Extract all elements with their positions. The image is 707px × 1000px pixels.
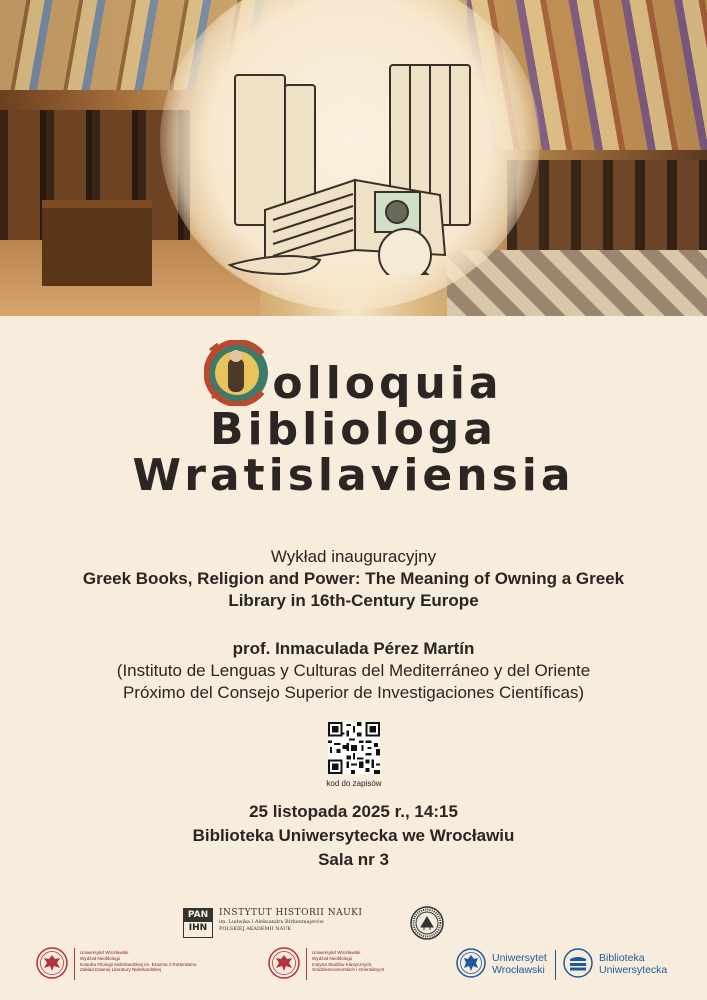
ihn-pan-logo <box>183 908 383 938</box>
ihn-mark-bottom: IHN <box>188 923 208 933</box>
uwr-eagle-icon <box>268 947 300 979</box>
lecture-label: Wykład inauguracyjny <box>270 547 437 566</box>
uwr-classical-studies-logo <box>268 946 438 984</box>
series-title <box>0 340 707 499</box>
university-library-logo <box>563 946 683 982</box>
uwr-a-line-2: Wydział Neofilologii <box>80 955 120 961</box>
uwr-blue-text <box>492 952 547 976</box>
ihn-name: INSTYTUT HISTORII NAUKI <box>219 908 363 918</box>
bu-line-1: Biblioteka <box>599 952 645 964</box>
ihn-sub1: im. Ludwika i Aleksandra Birkenmajerów <box>219 919 324 925</box>
hero-bookshelves-right <box>507 160 707 250</box>
event-details <box>20 800 687 872</box>
ihn-sub2: POLSKIEJ AKADEMII NAUK <box>219 926 292 932</box>
title-line-1 <box>0 340 707 407</box>
event-room: Sala nr 3 <box>318 850 389 869</box>
qr-code-icon[interactable] <box>328 722 380 774</box>
library-engraving-icon <box>225 60 485 275</box>
title-line-2: Bibliologa <box>209 404 497 455</box>
lecture-block <box>20 546 687 612</box>
society-seal-icon <box>410 906 444 940</box>
qr-caption: kod do zapisów <box>326 779 382 788</box>
uwr-eagle-icon <box>36 947 68 979</box>
library-book-icon <box>563 948 593 978</box>
title-line-3: Wratislaviensia <box>132 450 575 501</box>
bu-line-2: Uniwersytecka <box>599 964 668 976</box>
uwr-logo <box>456 946 566 982</box>
ihn-mark-icon <box>183 908 213 938</box>
uwr-a-text <box>80 950 196 973</box>
hero-floor-right <box>447 250 707 316</box>
logo-divider <box>306 948 307 980</box>
uwr-b-line-2: Wydział Neofilologii <box>312 955 352 961</box>
logo-divider <box>74 948 75 980</box>
event-venue: Biblioteka Uniwersytecka we Wrocławiu <box>192 826 515 845</box>
hero-banner <box>0 0 707 316</box>
bu-text <box>599 952 667 976</box>
speaker-name: prof. Inmaculada Pérez Martín <box>232 639 475 658</box>
lecture-title-line-2: Library in 16th-Century Europe <box>228 591 479 610</box>
uwr-a-line-4: Zakład Dawnej Literatury Niderlandzkiej <box>80 967 161 973</box>
uwr-blue-line-2: Wrocławski <box>492 964 545 976</box>
uwr-blue-line-1: Uniwersytet <box>492 952 547 964</box>
speaker-block <box>20 638 687 704</box>
uwr-blue-eagle-icon <box>456 948 486 978</box>
uwr-b-line-1: Uniwersytet Wrocławski <box>312 950 361 955</box>
speaker-affiliation-line-1: (Instituto de Lenguas y Culturas del Mediterráneo y del Oriente <box>116 661 591 680</box>
event-date-time: 25 listopada 2025 r., 14:15 <box>249 802 458 821</box>
speaker-affiliation-line-2: Próximo del Consejo Superior de Investigaciones Científicas) <box>122 683 585 702</box>
uwr-b-line-4: Śródziemnomorskich i Orientalnych <box>312 967 385 973</box>
title-text-1: olloquia <box>272 358 503 409</box>
hero-desk <box>42 200 152 286</box>
uwr-a-line-1: Uniwersytet Wrocławski <box>80 950 129 955</box>
uwr-b-text <box>312 950 384 973</box>
ihn-text <box>219 908 389 933</box>
uwr-neophilology-dutch-logo <box>36 946 266 984</box>
uwr-b-line-3: Instytut Studiów Klasycznych, <box>312 961 373 967</box>
logo-divider <box>555 950 556 980</box>
uwr-a-line-3: Katedra Filologii Niderlandzkiej im. Erazma z Rotterdamu <box>80 961 197 967</box>
ihn-mark-top: PAN <box>184 909 212 922</box>
illuminated-c-icon <box>204 340 270 406</box>
lecture-title-line-1: Greek Books, Religion and Power: The Meaning of Owning a Greek <box>82 569 625 588</box>
